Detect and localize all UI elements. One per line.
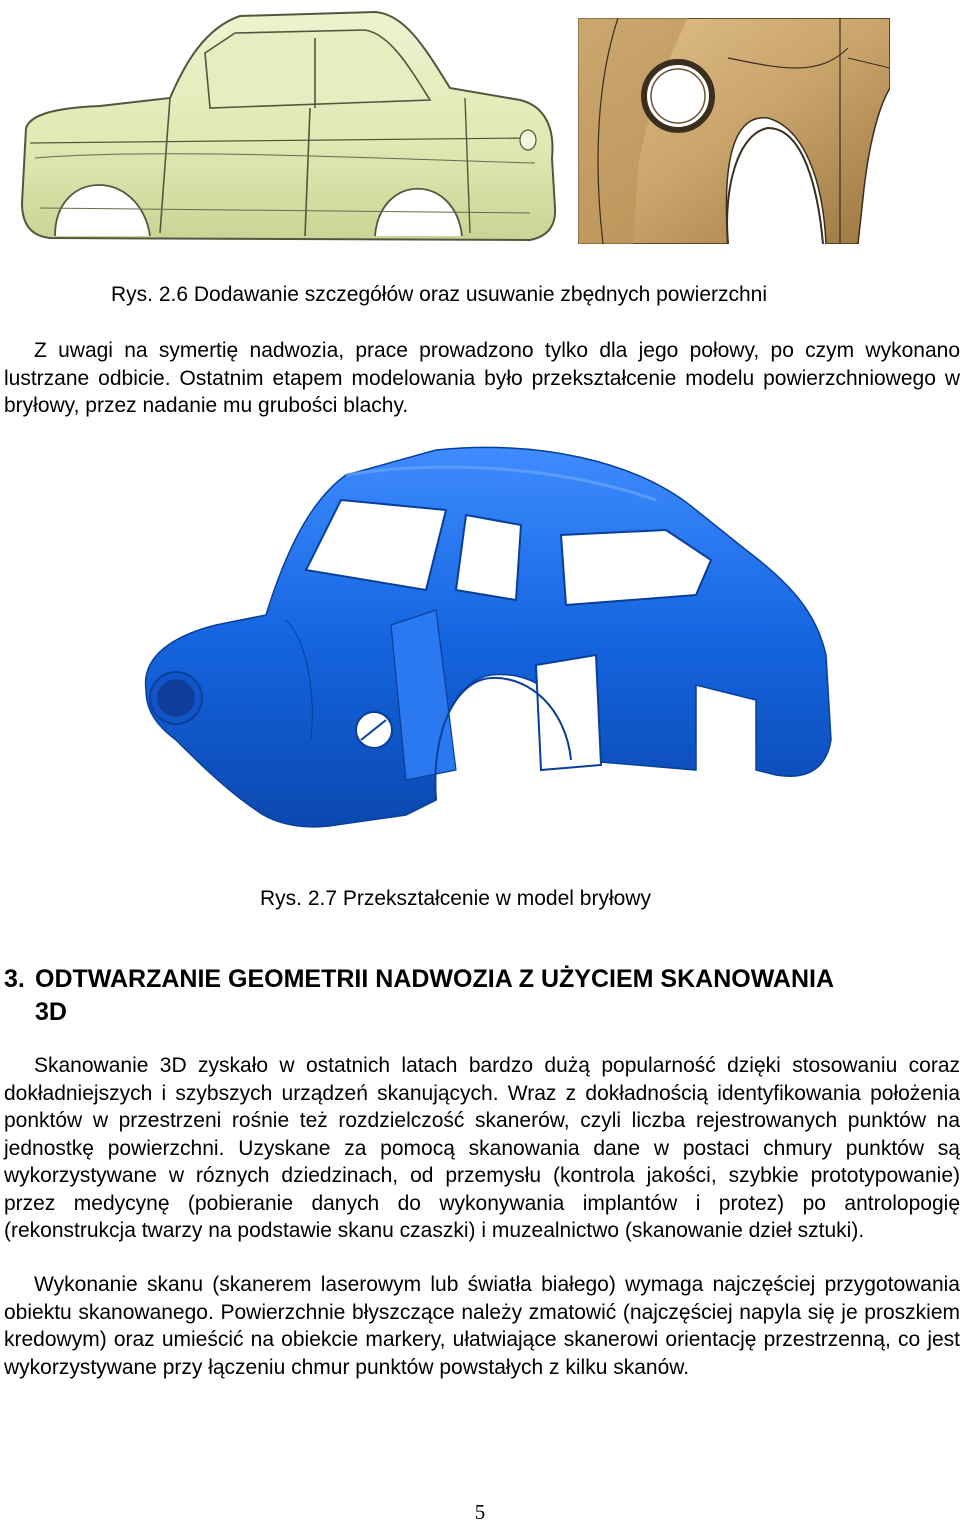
paragraph-scan-preparation: Wykonanie skanu (skanerem laserowym lub światła białego) wymaga najczęściej przygotowania obiektu skanowanego. Powierzchnie błyszczące należy zmatowić (najczęściej napyla się je proszkiem kredowym) oraz umieścić na obiekcie markery, ułatwiające skanerowi orientację przestrzenną, co jest wykorzystywane przy łączeniu chmur punktów powstałych z kilku skanów.	[4, 1273, 960, 1379]
section-3-heading	[4, 963, 934, 1029]
page-number: 5	[474, 1500, 486, 1524]
figure-2-7-solid-model	[136, 440, 836, 850]
figure-2-7-caption: Rys. 2.7 Przekształcenie w model bryłowy	[260, 887, 651, 910]
paragraph-3d-scanning: Skanowanie 3D zyskało w ostatnich latach bardzo dużą popularność dzięki stosowaniu coraz dokładniejszych i szybszych urządzeń skanujących. Wraz z dokładnością identyfikowania położenia ponktów w przestrzeni rośnie też rozdzielczość skanerów, czyli liczba rejestrowanych punktów na jednostkę powierzchni. Uzyskane za pomocą skanowania dane w postaci chmury punktów są wykorzystywane w róznych dziedzinach, od przemysłu (kontrola jakości, szybkie prototypowanie) przez medycynę (pobieranie danych do wykonywania implantów i protez) po antrolopogię (rekonstrukcja twarzy na podstawie skanu czaszki) i muzealnictwo (skanowanie dzieł sztuki).	[4, 1054, 960, 1242]
section-3-title-line2: 3D	[35, 998, 67, 1026]
figure-2-6-left-surface-model	[10, 8, 560, 248]
figure-2-6-caption: Rys. 2.6 Dodawanie szczegółów oraz usuwanie zbędnych powierzchni	[111, 283, 768, 306]
paragraph-symmetry: Z uwagi na symertię nadwozia, prace prowadzono tylko dla jego połowy, po czym wykonano lustrzane odbicie. Ostatnim etapem modelowania było przekształcenie modelu powierzchniowego w bryłowy, przez nadanie mu grubości blachy.	[4, 339, 960, 417]
section-3-title-line1: ODTWARZANIE GEOMETRII NADWOZIA Z UŻYCIEM SKANOWANIA	[35, 965, 835, 993]
figure-2-6-right-front-detail	[578, 18, 890, 244]
section-3-number: 3.	[4, 965, 25, 993]
